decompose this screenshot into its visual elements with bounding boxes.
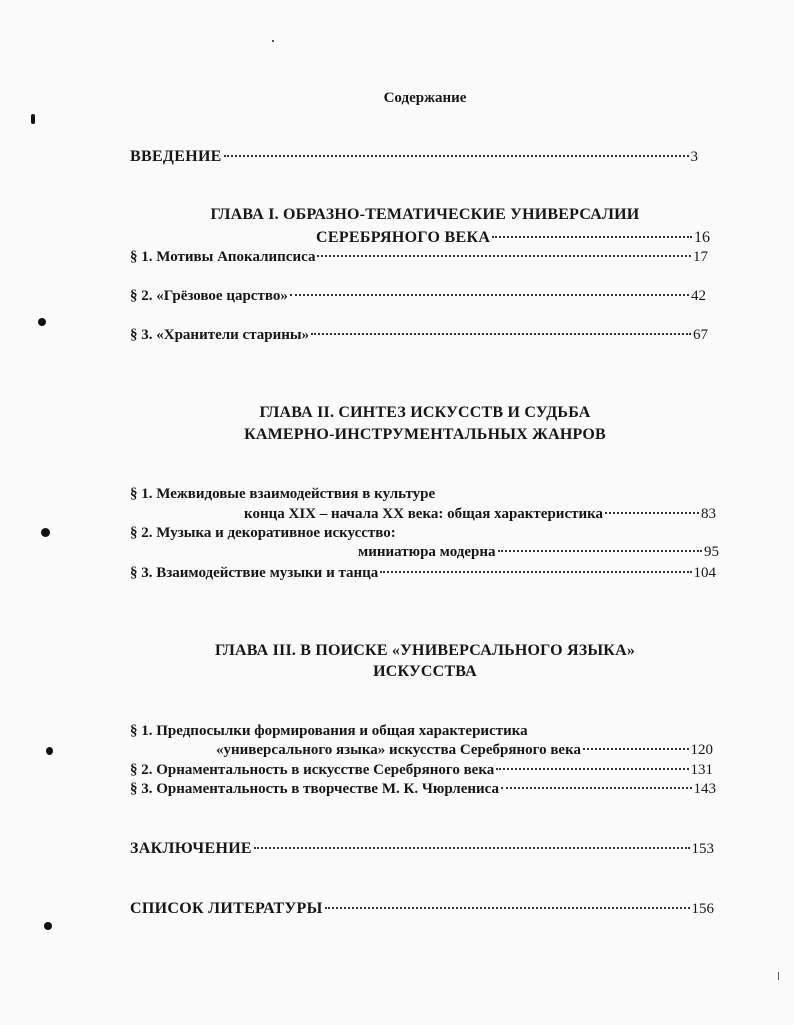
toc-entry-ch1-sec2[interactable] bbox=[130, 287, 706, 305]
page-number: 153 bbox=[691, 841, 714, 857]
dot-leader bbox=[290, 294, 689, 296]
dot-leader bbox=[583, 748, 689, 750]
toc-entry-ch2-sec2-line1: § 2. Музыка и декоративное искусство: bbox=[130, 525, 396, 541]
page-number: 3 bbox=[690, 149, 698, 165]
toc-entry-label: § 2. Орнаментальность в искусстве Серебряного века bbox=[130, 762, 495, 778]
dot-leader bbox=[317, 255, 691, 257]
page-number: 42 bbox=[691, 288, 706, 304]
page-number: 104 bbox=[693, 565, 716, 581]
toc-entry-label: ЗАКЛЮЧЕНИЕ bbox=[130, 840, 252, 857]
toc-entry-bibliography[interactable] bbox=[130, 900, 714, 918]
page-number: 17 bbox=[693, 249, 708, 265]
chapter-3-title-line1: ГЛАВА III. В ПОИСКЕ «УНИВЕРСАЛЬНОГО ЯЗЫКА» bbox=[214, 642, 636, 659]
toc-entry-label: СПИСОК ЛИТЕРАТУРЫ bbox=[130, 900, 323, 917]
page-number: 95 bbox=[704, 544, 719, 560]
toc-entry-ch2-sec1-line1: § 1. Межвидовые взаимодействия в культуре bbox=[130, 486, 436, 502]
scan-punch-mark bbox=[44, 922, 52, 930]
chapter-3-title-line2: ИСКУССТВА bbox=[373, 663, 477, 680]
page-number: 83 bbox=[701, 506, 716, 522]
dot-leader bbox=[311, 333, 691, 335]
toc-entry-label: СЕРЕБРЯНОГО ВЕКА bbox=[316, 229, 491, 246]
toc-entry-conclusion[interactable] bbox=[130, 840, 714, 858]
scan-punch-mark bbox=[41, 528, 50, 537]
dot-leader bbox=[496, 768, 688, 770]
toc-entry-ch1-sec3[interactable] bbox=[130, 326, 708, 344]
toc-entry-label: § 3. «Хранители старины» bbox=[130, 327, 310, 343]
toc-entry-ch1-sec1[interactable] bbox=[130, 248, 708, 266]
toc-entry-ch3-sec1[interactable] bbox=[216, 741, 713, 759]
toc-entry-ch2-sec1[interactable] bbox=[244, 505, 716, 523]
page-title: Содержание bbox=[383, 90, 467, 106]
page-number: 156 bbox=[691, 901, 714, 917]
page-number: 143 bbox=[693, 781, 716, 797]
toc-entry-label: конца XIX – начала XX века: общая характеристика bbox=[244, 506, 604, 522]
toc-entry-label: § 1. Мотивы Апокалипсиса bbox=[130, 249, 316, 265]
dot-leader bbox=[498, 550, 703, 552]
toc-entry-label: миниатюра модерна bbox=[358, 544, 496, 560]
scan-punch-mark bbox=[38, 318, 46, 326]
chapter-1-title: ГЛАВА I. ОБРАЗНО-ТЕМАТИЧЕСКИЕ УНИВЕРСАЛИИ bbox=[210, 206, 640, 223]
toc-entry-ch3-sec2[interactable] bbox=[130, 761, 713, 779]
page-number: 120 bbox=[690, 742, 713, 758]
dot-leader bbox=[605, 512, 699, 514]
page-number: 131 bbox=[690, 762, 713, 778]
page-number: 16 bbox=[694, 229, 710, 246]
toc-entry-chapter-1[interactable] bbox=[316, 229, 710, 247]
scan-punch-mark bbox=[31, 114, 35, 124]
dot-leader bbox=[492, 236, 692, 238]
dot-leader bbox=[380, 571, 691, 573]
toc-entry-label: § 3. Орнаментальность в творчестве М. К. Чюрлениса bbox=[130, 781, 499, 797]
toc-entry-ch2-sec3[interactable] bbox=[130, 564, 716, 582]
dot-leader bbox=[224, 155, 689, 157]
toc-entry-label: § 3. Взаимодействие музыки и танца bbox=[130, 565, 379, 581]
toc-entry-ch3-sec1-line1: § 1. Предпосылки формирования и общая характеристика bbox=[130, 723, 528, 739]
toc-entry-label: ВВЕДЕНИЕ bbox=[130, 148, 222, 165]
toc-entry-label: «универсального языка» искусства Серебряного века bbox=[216, 742, 581, 758]
scan-punch-mark bbox=[46, 747, 53, 755]
dot-leader bbox=[254, 847, 690, 849]
toc-entry-ch3-sec3[interactable] bbox=[130, 780, 716, 798]
scan-speck bbox=[778, 972, 779, 980]
dot-leader bbox=[501, 787, 692, 789]
toc-entry-label: § 2. «Грёзовое царство» bbox=[130, 288, 288, 304]
toc-entry-ch2-sec2[interactable] bbox=[358, 543, 719, 561]
toc-entry-intro[interactable] bbox=[130, 148, 698, 166]
dot-leader bbox=[325, 907, 690, 909]
chapter-2-title-line2: КАМЕРНО-ИНСТРУМЕНТАЛЬНЫХ ЖАНРОВ bbox=[244, 426, 606, 443]
scan-speck bbox=[272, 40, 274, 42]
chapter-2-title-line1: ГЛАВА II. СИНТЕЗ ИСКУССТВ И СУДЬБА bbox=[259, 404, 591, 421]
page-number: 67 bbox=[693, 327, 708, 343]
